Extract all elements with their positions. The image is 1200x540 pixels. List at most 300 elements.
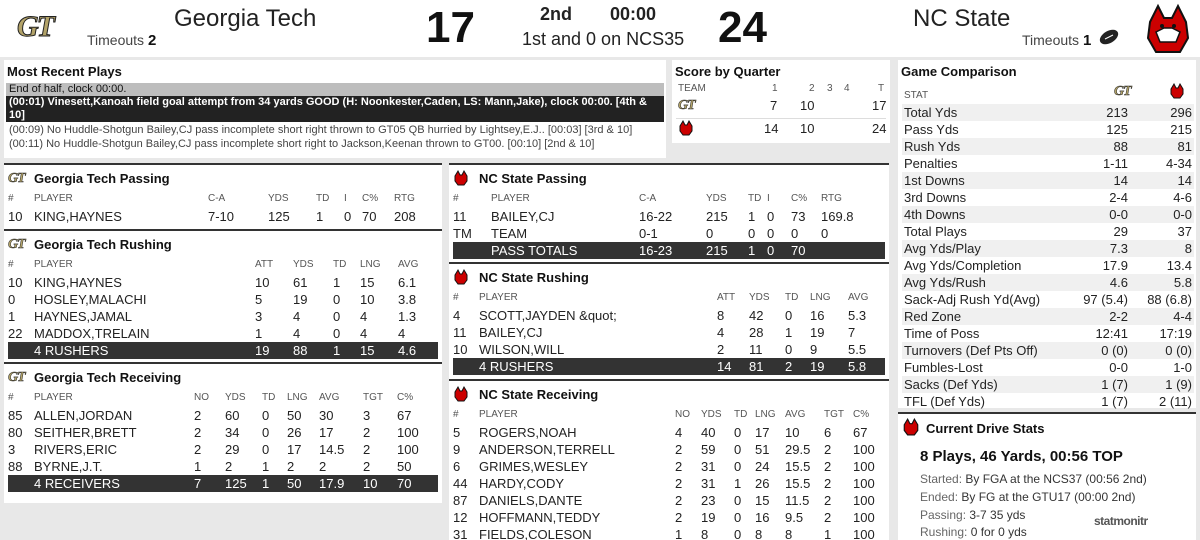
totals-row (8, 342, 438, 359)
table-row (453, 307, 885, 324)
cell: 0 (734, 459, 742, 474)
cell: 1 (333, 275, 341, 290)
gc-stat-name: Rush Yds (904, 139, 961, 154)
recent-plays-panel (4, 60, 666, 158)
cell: 2 (824, 476, 832, 491)
cell: 3 (255, 309, 263, 324)
gc-gt-value: 88 (1113, 139, 1128, 154)
ncs-rushing-title: NC State Rushing (479, 270, 589, 285)
column-header: # (8, 259, 14, 270)
cell: 100 (853, 527, 875, 540)
cell: ALLEN,JORDAN (34, 408, 133, 423)
cell: 0 (734, 510, 742, 525)
home-score: 17 (426, 3, 475, 52)
cell: 31 (453, 527, 468, 540)
gc-ncs-value: 5.8 (1173, 275, 1192, 290)
drive-passing: Passing: 3-7 35 yds (920, 508, 1026, 522)
cell: 125 (225, 476, 247, 491)
cell: 169.8 (821, 209, 854, 224)
cell: 1 (316, 209, 324, 224)
cell: 88 (293, 343, 308, 358)
column-header: I (767, 193, 770, 204)
cell: 50 (287, 476, 302, 491)
cell: 1 (748, 209, 756, 224)
table-row (8, 291, 438, 308)
cell: 60 (225, 408, 240, 423)
gc-ncs-value: 13.4 (1166, 258, 1192, 273)
column-header: YDS (706, 193, 727, 204)
column-header: YDS (225, 392, 246, 403)
column-header: TD (734, 409, 748, 420)
game-comparison-panel (898, 60, 1196, 408)
ncs-q2: 10 (800, 121, 815, 136)
gc-ncs-value: 2 (11) (1159, 394, 1192, 409)
cell: 7 (848, 325, 856, 340)
cell: 9 (810, 342, 818, 357)
cell: 6 (824, 425, 832, 440)
cell: 2 (675, 442, 683, 457)
cell: 31 (701, 459, 716, 474)
column-header: TD (748, 193, 762, 204)
gt-mini-logo: GT (8, 370, 25, 385)
down-distance: 1st and 0 on NCS35 (522, 29, 685, 49)
cell: 87 (453, 493, 468, 508)
current-drive-panel (898, 412, 1196, 540)
cell: 10 (363, 476, 378, 491)
ncs-passing-panel (449, 163, 889, 270)
column-header: PLAYER (491, 193, 530, 204)
cell: KING,HAYNES (34, 209, 122, 224)
gc-stat-name: Turnovers (Def Pts Off) (904, 343, 1038, 358)
cell: 2 (824, 510, 832, 525)
cell: 1 (255, 326, 263, 341)
table-row (8, 208, 438, 225)
gc-row (902, 240, 1194, 257)
cell: 2 (824, 442, 832, 457)
column-header: YDS (701, 409, 722, 420)
column-header: # (453, 193, 459, 204)
column-header: AVG (848, 292, 869, 303)
cell: 215 (706, 243, 728, 258)
cell: 19 (810, 359, 825, 374)
nc-state-wolf-logo (1140, 2, 1196, 56)
gc-row (902, 291, 1194, 308)
cell: 17 (287, 442, 302, 457)
cell: 11 (749, 342, 763, 357)
play-item: End of half, clock 00:00. (6, 83, 664, 96)
table-row (453, 475, 885, 492)
cell: 2 (225, 459, 233, 474)
cell: ROGERS,NOAH (479, 425, 577, 440)
cell: 81 (749, 359, 764, 374)
georgia-tech-logo: GT (4, 5, 66, 49)
cell: 4 (360, 309, 368, 324)
cell: 2 (675, 510, 683, 525)
cell: 15.5 (785, 476, 811, 491)
cell: 2 (363, 425, 371, 440)
column-header: PLAYER (34, 259, 73, 270)
totals-row (453, 242, 885, 259)
home-team-name: Georgia Tech (174, 5, 317, 32)
cell: HOFFMANN,TEDDY (479, 510, 601, 525)
cell: 85 (8, 408, 23, 423)
cell: 17 (319, 425, 334, 440)
gc-gt-value: 1 (7) (1101, 377, 1128, 392)
cell: 10 (255, 275, 270, 290)
cell: 2 (717, 342, 725, 357)
column-header: # (8, 392, 14, 403)
column-header: TD (785, 292, 799, 303)
gc-row (902, 342, 1194, 359)
gc-row (902, 274, 1194, 291)
gc-stat-name: Red Zone (904, 309, 962, 324)
cell: 0 (262, 442, 270, 457)
gc-stat-name: Fumbles-Lost (904, 360, 983, 375)
gc-stat-name: Sacks (Def Yds) (904, 377, 998, 392)
cell: 0 (734, 527, 742, 540)
ncs-mini-logo (678, 120, 694, 136)
column-header: ATT (255, 259, 274, 270)
cell: 51 (755, 442, 770, 457)
cell: 10 (8, 209, 23, 224)
cell: 0 (262, 425, 270, 440)
gt-total: 17 (872, 98, 887, 113)
cell: 4 (453, 308, 461, 323)
cell: 12 (453, 510, 468, 525)
gc-gt-value: 0-0 (1109, 360, 1128, 375)
gc-row (902, 223, 1194, 240)
sbq-q4-header: 4 (844, 83, 850, 94)
cell: 73 (791, 209, 806, 224)
gc-ncs-value: 215 (1170, 122, 1192, 137)
column-header: LNG (810, 292, 831, 303)
cell: 23 (701, 493, 716, 508)
column-header: PLAYER (479, 292, 518, 303)
cell: 1 (262, 476, 270, 491)
table-row (8, 424, 438, 441)
gc-ncs-value: 37 (1177, 224, 1192, 239)
cell: SEITHER,BRETT (34, 425, 137, 440)
gc-ncs-value: 4-4 (1173, 309, 1192, 324)
cell: 11 (453, 209, 467, 224)
gc-ncs-value: 4-6 (1173, 190, 1192, 205)
gc-stat-name: TFL (Def Yds) (904, 394, 985, 409)
table-row (453, 324, 885, 341)
column-header: YDS (268, 193, 289, 204)
table-row (8, 325, 438, 342)
cell: 11.5 (785, 493, 810, 508)
cell: RIVERS,ERIC (34, 442, 118, 457)
cell: BAILEY,CJ (491, 209, 555, 224)
gc-ncs-value: 0 (0) (1165, 343, 1192, 358)
gc-row (902, 138, 1194, 155)
cell: 26 (287, 425, 302, 440)
gc-stat-name: Time of Poss (904, 326, 980, 341)
gc-gt-value: 0 (0) (1101, 343, 1128, 358)
cell: 14 (717, 359, 732, 374)
cell: 61 (293, 275, 308, 290)
cell: 6.1 (398, 275, 417, 290)
gc-gt-value: 17.9 (1102, 258, 1128, 273)
cell: 100 (853, 442, 875, 457)
ncs-passing-title: NC State Passing (479, 171, 587, 186)
cell: 16-23 (639, 243, 673, 258)
cell: 4 (717, 325, 725, 340)
cell: 29.5 (785, 442, 811, 457)
gc-row (902, 325, 1194, 342)
cell: 0 (344, 209, 352, 224)
cell: 4 (398, 326, 406, 341)
column-header: AVG (398, 259, 419, 270)
table-row (8, 274, 438, 291)
column-header: C-A (639, 193, 657, 204)
possession-football-icon (1098, 28, 1120, 46)
cell: 15.5 (785, 459, 811, 474)
column-header: PLAYER (34, 392, 73, 403)
gc-ncs-value: 88 (6.8) (1147, 292, 1192, 307)
cell: 2 (194, 442, 202, 457)
cell: 11 (453, 325, 467, 340)
gc-ncs-value: 0-0 (1173, 207, 1192, 222)
cell: 70 (397, 476, 412, 491)
cell: 0 (734, 425, 742, 440)
gc-ncs-value: 8 (1184, 241, 1192, 256)
gc-gt-value: 2-2 (1109, 309, 1128, 324)
table-row (453, 441, 885, 458)
gc-row (902, 359, 1194, 376)
gc-gt-value: 213 (1106, 105, 1128, 120)
cell: 1.3 (398, 309, 417, 324)
cell: 1 (824, 527, 832, 540)
column-header: NO (194, 392, 209, 403)
cell: 17.9 (319, 476, 345, 491)
ncs-mini-logo (453, 385, 469, 403)
gc-row (902, 308, 1194, 325)
ncs-mini-logo (453, 268, 469, 286)
game-comparison-title: Game Comparison (901, 64, 1017, 79)
sbq-q2-header: 2 (809, 83, 815, 94)
cell: 0 (767, 209, 775, 224)
column-header: TD (316, 193, 330, 204)
cell: 2 (363, 442, 371, 457)
cell: 5.8 (848, 359, 867, 374)
gc-ncs-value: 296 (1170, 105, 1192, 120)
recent-plays-title: Most Recent Plays (7, 64, 122, 79)
cell: 0 (767, 226, 775, 241)
cell: 16-22 (639, 209, 673, 224)
gc-ncs-value: 1-0 (1173, 360, 1192, 375)
column-header: C% (362, 193, 379, 204)
cell: 8 (755, 527, 763, 540)
cell: 31 (701, 476, 716, 491)
column-header: PLAYER (34, 193, 73, 204)
cell: TEAM (491, 226, 528, 241)
cell: 10 (360, 292, 375, 307)
cell: 19 (810, 325, 825, 340)
cell: 1 (8, 309, 16, 324)
cell: 50 (287, 408, 302, 423)
gc-gt-value: 0-0 (1109, 207, 1128, 222)
column-header: ATT (717, 292, 736, 303)
cell: 10 (785, 425, 800, 440)
gt-q2: 10 (800, 98, 815, 113)
statmonitr-watermark: statmonitr (1094, 514, 1148, 528)
gc-gt-value: 125 (1106, 122, 1128, 137)
cell: 2 (675, 459, 683, 474)
column-header: PLAYER (479, 409, 518, 420)
cell: 100 (853, 476, 875, 491)
cell: 1 (785, 325, 793, 340)
column-header: YDS (293, 259, 314, 270)
cell: 80 (8, 425, 23, 440)
column-header: C% (791, 193, 808, 204)
gc-ncs-logo (1169, 83, 1185, 99)
column-header: LNG (287, 392, 308, 403)
drive-ncs-logo (902, 418, 920, 436)
column-header: YDS (749, 292, 770, 303)
gc-gt-value: 1 (7) (1101, 394, 1128, 409)
cell: 34 (225, 425, 240, 440)
cell: HARDY,CODY (479, 476, 565, 491)
cell: 0 (262, 408, 270, 423)
table-row (453, 509, 885, 526)
cell: 67 (853, 425, 868, 440)
cell: 9 (453, 442, 461, 457)
gc-stat-name: Penalties (904, 156, 958, 171)
column-header: AVG (319, 392, 340, 403)
cell: 0 (785, 308, 793, 323)
cell: 70 (791, 243, 806, 258)
gt-rushing-panel (4, 229, 442, 370)
cell: HOSLEY,MALACHI (34, 292, 147, 307)
cell: 29 (225, 442, 240, 457)
drive-rushing: Rushing: 0 for 0 yds (920, 525, 1027, 539)
cell: 1 (333, 343, 341, 358)
cell: 6 (453, 459, 461, 474)
away-team-name: NC State (913, 5, 1011, 32)
gc-ncs-value: 14 (1177, 173, 1192, 188)
home-timeouts: Timeouts 2 (87, 32, 157, 49)
table-row (453, 458, 885, 475)
column-header: # (453, 292, 459, 303)
cell: 3 (363, 408, 371, 423)
game-clock: 00:00 (610, 4, 657, 24)
cell: 0 (333, 292, 341, 307)
column-header: TD (262, 392, 276, 403)
cell: 4 RUSHERS (34, 343, 109, 358)
cell: 15 (360, 343, 375, 358)
ncs-total: 24 (872, 121, 887, 136)
gt-mini-logo: GT (8, 171, 25, 186)
cell: 0 (748, 226, 756, 241)
cell: 16 (810, 308, 825, 323)
cell: 2 (824, 459, 832, 474)
cell: 125 (268, 209, 290, 224)
drive-started: Started: By FGA at the NCS37 (00:56 2nd) (920, 472, 1147, 486)
cell: FIELDS,COLESON (479, 527, 592, 540)
cell: 40 (701, 425, 716, 440)
cell: DANIELS,DANTE (479, 493, 583, 508)
cell: BYRNE,J.T. (34, 459, 103, 474)
cell: 100 (397, 425, 419, 440)
cell: HAYNES,JAMAL (34, 309, 133, 324)
column-header: TD (333, 259, 347, 270)
cell: BAILEY,CJ (479, 325, 543, 340)
ncs-receiving-title: NC State Receiving (479, 387, 599, 402)
gt-q1: 7 (770, 98, 778, 113)
gc-row (902, 393, 1194, 410)
cell: 44 (453, 476, 468, 491)
scoreboard-header (0, 0, 1200, 57)
column-header: LNG (755, 409, 776, 420)
cell: 19 (293, 292, 308, 307)
cell: 0 (8, 292, 16, 307)
cell: 50 (397, 459, 412, 474)
cell: 19 (255, 343, 270, 358)
column-header: # (453, 409, 459, 420)
gt-passing-title: Georgia Tech Passing (34, 171, 170, 186)
cell: 8 (701, 527, 709, 540)
gc-gt-value: 29 (1113, 224, 1128, 239)
cell: 67 (397, 408, 412, 423)
column-header: C-A (208, 193, 226, 204)
gc-row (902, 376, 1194, 393)
drive-summary: 8 Plays, 46 Yards, 00:56 TOP (920, 448, 1123, 465)
cell: 88 (8, 459, 23, 474)
cell: 15 (755, 493, 770, 508)
ncs-mini-logo (453, 169, 469, 187)
cell: 2 (194, 408, 202, 423)
cell: 10 (8, 275, 23, 290)
gc-gt-value: 7.3 (1109, 241, 1128, 256)
cell: 2 (319, 459, 327, 474)
cell: 0 (767, 243, 775, 258)
cell: 4 RECEIVERS (34, 476, 120, 491)
cell: TM (453, 226, 472, 241)
column-header: TGT (824, 409, 844, 420)
gc-ncs-value: 1 (9) (1165, 377, 1192, 392)
cell: 70 (362, 209, 377, 224)
cell: 2 (194, 425, 202, 440)
cell: 2 (363, 459, 371, 474)
gc-stat-name: 4th Downs (904, 207, 966, 222)
cell: 0 (706, 226, 714, 241)
gc-row (902, 104, 1194, 121)
cell: 2 (287, 459, 295, 474)
play-item: (00:09) No Huddle-Shotgun Bailey,CJ pass incomplete short right thrown to GT05 QB hurried by Lightsey,E.J.. [00:03] [3rd & 10] (9, 124, 633, 136)
gc-row (902, 206, 1194, 223)
gc-stat-name: Total Plays (904, 224, 967, 239)
gt-passing-panel (4, 163, 442, 236)
cell: 14.5 (319, 442, 345, 457)
gc-stat-name: Avg Yds/Play (904, 241, 981, 256)
cell: 0 (333, 309, 341, 324)
gc-row (902, 189, 1194, 206)
gc-gt-value: 1-11 (1102, 156, 1128, 171)
gc-row (902, 121, 1194, 138)
cell: 4 (360, 326, 368, 341)
sbq-q3-header: 3 (827, 83, 833, 94)
cell: 1 (675, 527, 683, 540)
column-header: I (344, 193, 347, 204)
cell: 24 (755, 459, 770, 474)
cell: 2 (785, 359, 793, 374)
cell: 1 (748, 243, 756, 258)
cell: PASS TOTALS (491, 243, 578, 258)
cell: 4 RUSHERS (479, 359, 554, 374)
away-score: 24 (718, 3, 767, 52)
cell: 100 (853, 459, 875, 474)
